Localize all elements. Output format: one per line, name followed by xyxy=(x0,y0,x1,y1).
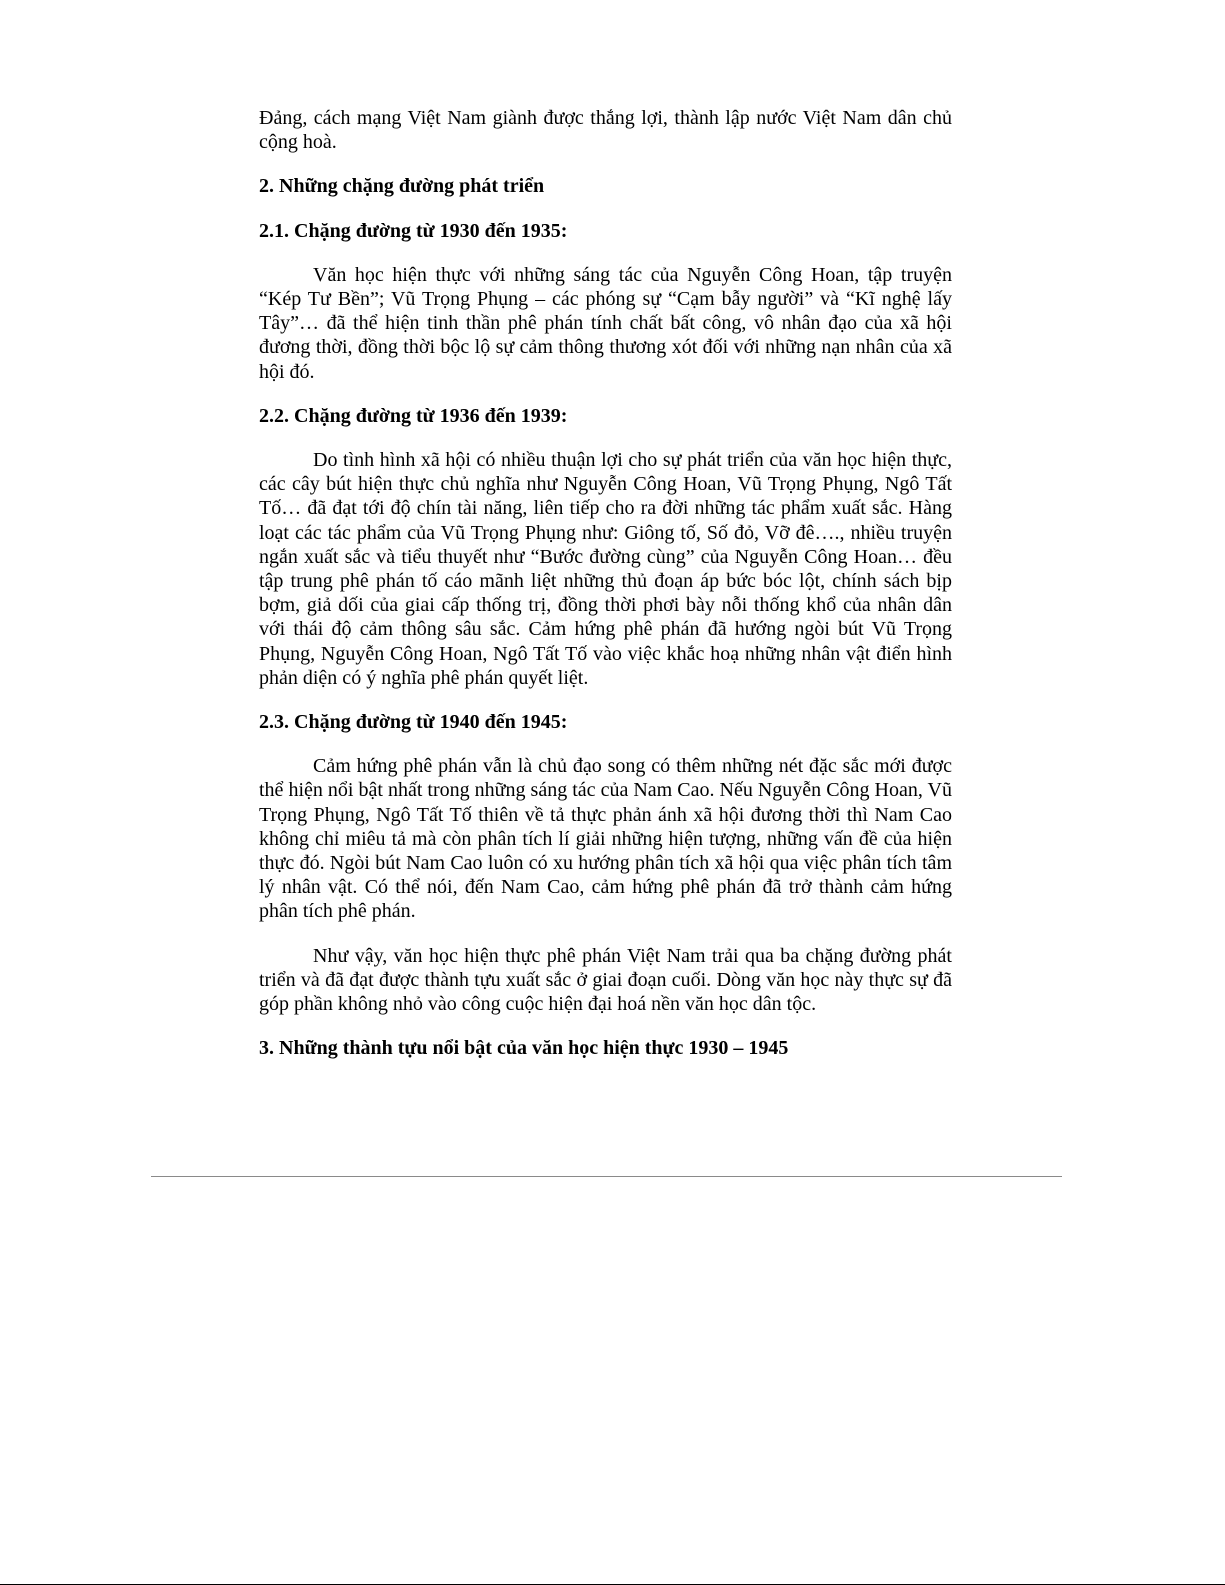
section-2-3-paragraph: Cảm hứng phê phán vẫn là chủ đạo song có thêm những nét đặc sắc mới được thể hiện nổi bật nhất trong những sáng tác của Nam Cao. Nếu Nguyễn Công Hoan, Vũ Trọng Phụng, Ngô Tất Tố thiên về tả thực phản ánh xã hội đương thời thì Nam Cao không chỉ miêu tả mà còn phân tích lí giải những hiện tượng, những vấn đề của hiện thực đó. Ngòi bút Nam Cao luôn có xu hướng phân tích xã hội qua việc phân tích tâm lý nhân vật. Có thể nói, đến Nam Cao, cảm hứng phê phán đã trở thành cảm hứng phân tích phê phán. xyxy=(259,755,952,923)
document-page xyxy=(259,106,952,1081)
intro-paragraph: Đảng, cách mạng Việt Nam giành được thắng lợi, thành lập nước Việt Nam dân chủ cộng hoà. xyxy=(259,107,952,154)
section-3-heading: 3. Những thành tựu nổi bật của văn học hiện thực 1930 – 1945 xyxy=(259,1037,789,1060)
section-2-2-heading: 2.2. Chặng đường từ 1936 đến 1939: xyxy=(259,404,568,427)
section-2-1-heading: 2.1. Chặng đường từ 1930 đến 1935: xyxy=(259,219,568,242)
footer-divider xyxy=(151,1176,1062,1177)
section-2-heading: 2. Những chặng đường phát triển xyxy=(259,175,545,198)
section-2-1-paragraph: Văn học hiện thực với những sáng tác của Nguyễn Công Hoan, tập truyện “Kép Tư Bền”; Vũ Trọng Phụng – các phóng sự “Cạm bẫy người” và “Kĩ nghệ lấy Tây”… đã thể hiện tinh thần phê phán tính chất bất công, vô nhân đạo của xã hội đương thời, đồng thời bộc lộ sự cảm thông thương xót đối với những nạn nhân của xã hội đó. xyxy=(259,263,952,383)
conclusion-paragraph: Như vậy, văn học hiện thực phê phán Việt Nam trải qua ba chặng đường phát triển và đã đạt được thành tựu xuất sắc ở giai đoạn cuối. Dòng văn học này thực sự đã góp phần không nhỏ vào công cuộc hiện đại hoá nền văn học dân tộc. xyxy=(259,944,952,1016)
section-2-2-paragraph: Do tình hình xã hội có nhiều thuận lợi cho sự phát triển của văn học hiện thực, các cây bút hiện thực chủ nghĩa như Nguyễn Công Hoan, Vũ Trọng Phụng, Ngô Tất Tố… đã đạt tới độ chín tài năng, liên tiếp cho ra đời những tác phẩm xuất sắc. Hàng loạt các tác phẩm của Vũ Trọng Phụng như: Giông tố, Số đỏ, Vỡ đê…., nhiều truyện ngắn xuất sắc và tiểu thuyết như “Bước đường cùng” của Nguyễn Công Hoan… đều tập trung phê phán tố cáo mãnh liệt những thủ đoạn áp bức bóc lột, chính sách bịp bợm, giả dối của giai cấp thống trị, đồng thời phơi bày nỗi thống khổ của nhân dân với thái độ cảm thông sâu sắc. Cảm hứng phê phán đã hướng ngòi bút Vũ Trọng Phụng, Nguyễn Công Hoan, Ngô Tất Tố vào việc khắc hoạ những nhân vật điển hình phản diện có ý nghĩa phê phán quyết liệt. xyxy=(259,449,952,689)
section-2-3-heading: 2.3. Chặng đường từ 1940 đến 1945: xyxy=(259,711,568,734)
